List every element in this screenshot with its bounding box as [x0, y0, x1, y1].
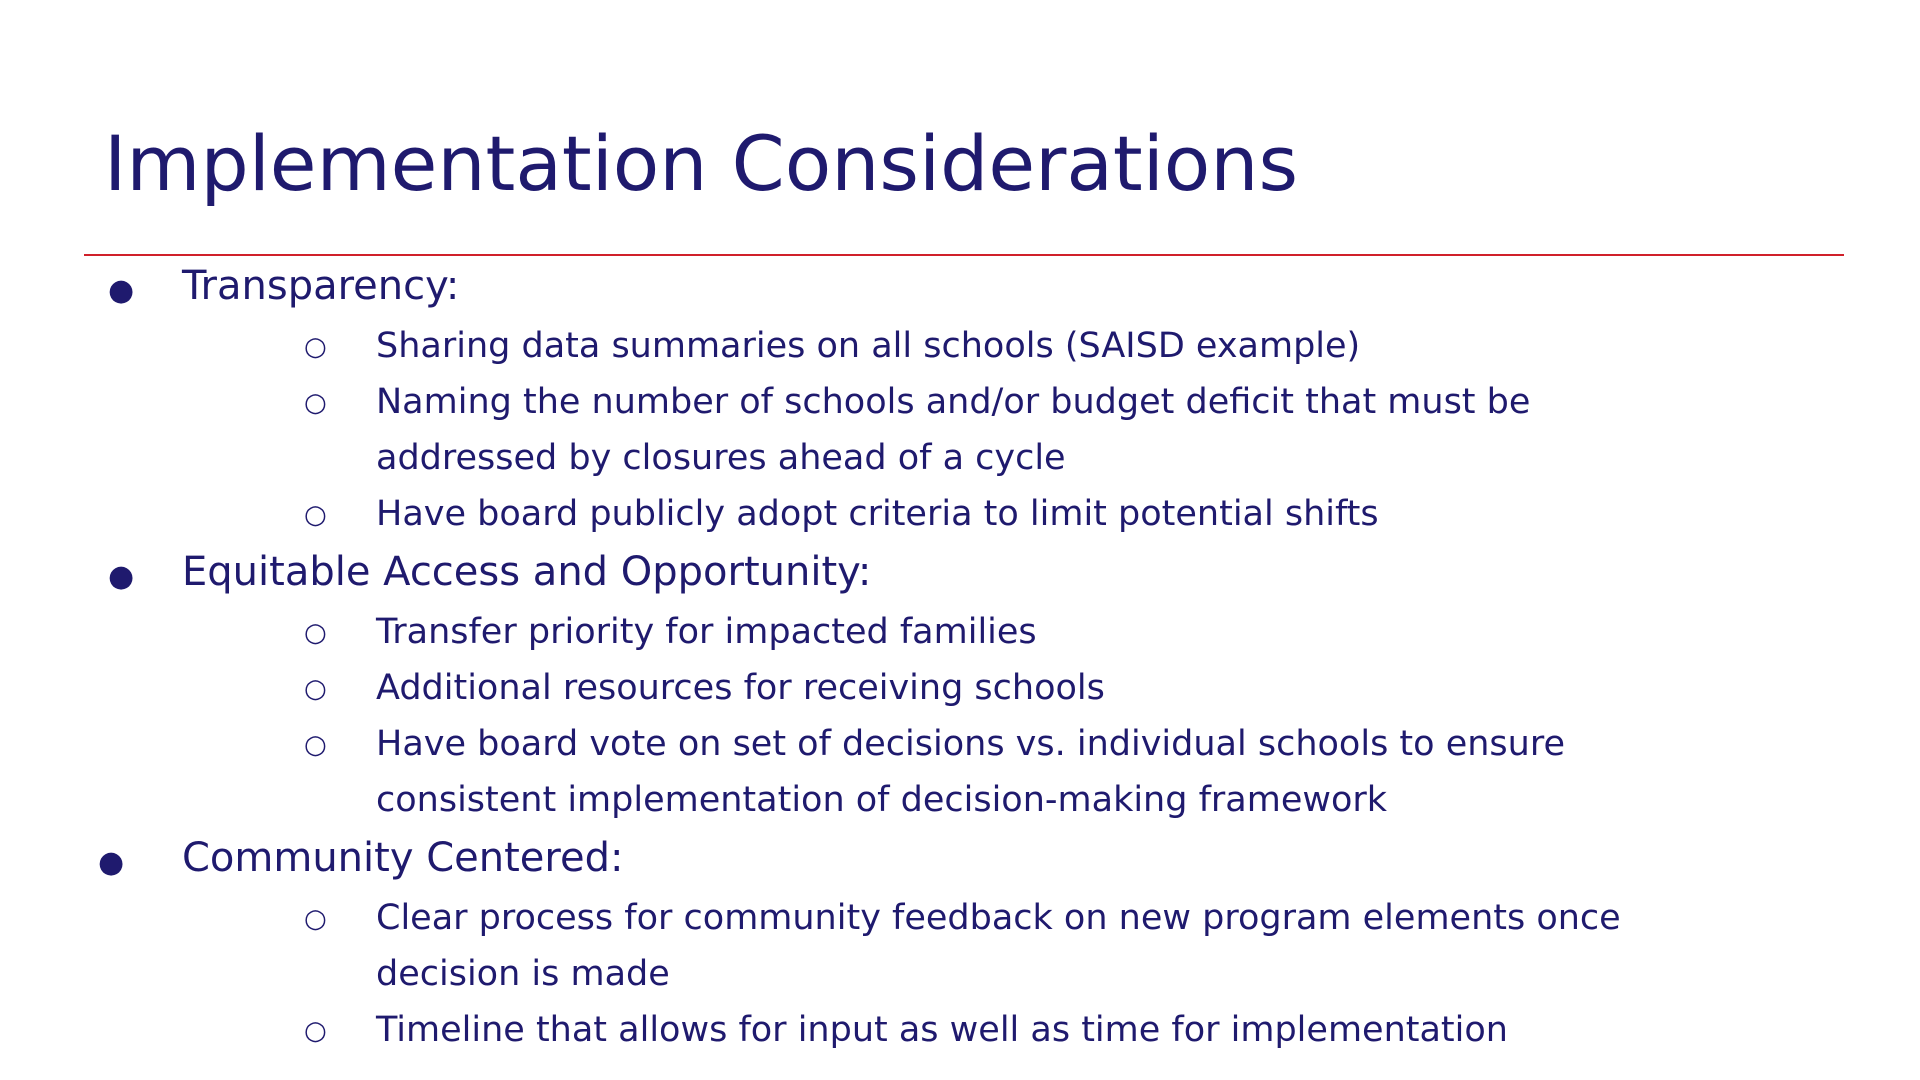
list-item-text: Naming the number of schools and/or budget deficit that must be [376, 382, 1531, 422]
list-item-text-continued: consistent implementation of decision-making framework [376, 780, 1388, 820]
list-item-text-continued: decision is made [376, 954, 670, 994]
sub-bullet-icon: ○ [304, 618, 327, 648]
sub-bullet-icon: ○ [304, 500, 327, 530]
slide-title: Implementation Considerations [104, 119, 1299, 208]
bullet-icon: ● [108, 273, 135, 308]
section-heading-equitable-access: Equitable Access and Opportunity: [182, 549, 872, 595]
sub-bullet-icon: ○ [304, 674, 327, 704]
list-item-text: Additional resources for receiving schools [376, 668, 1105, 708]
bullet-icon: ● [108, 559, 135, 594]
list-item-text: Timeline that allows for input as well as time for implementation [376, 1010, 1508, 1050]
list-item-text: Have board vote on set of decisions vs. individual schools to ensure [376, 724, 1565, 764]
list-item-text: Transfer priority for impacted families [376, 612, 1037, 652]
sub-bullet-icon: ○ [304, 332, 327, 362]
list-item-text: Have board publicly adopt criteria to limit potential shifts [376, 494, 1379, 534]
sub-bullet-icon: ○ [304, 388, 327, 418]
sub-bullet-icon: ○ [304, 730, 327, 760]
section-heading-transparency: Transparency: [182, 263, 460, 309]
bullet-icon: ● [98, 845, 125, 880]
sub-bullet-icon: ○ [304, 1016, 327, 1046]
list-item-text: Clear process for community feedback on new program elements once [376, 898, 1621, 938]
sub-bullet-icon: ○ [304, 904, 327, 934]
list-item-text: Sharing data summaries on all schools (SAISD example) [376, 326, 1361, 366]
section-heading-community-centered: Community Centered: [182, 835, 624, 881]
list-item-text-continued: addressed by closures ahead of a cycle [376, 438, 1066, 478]
